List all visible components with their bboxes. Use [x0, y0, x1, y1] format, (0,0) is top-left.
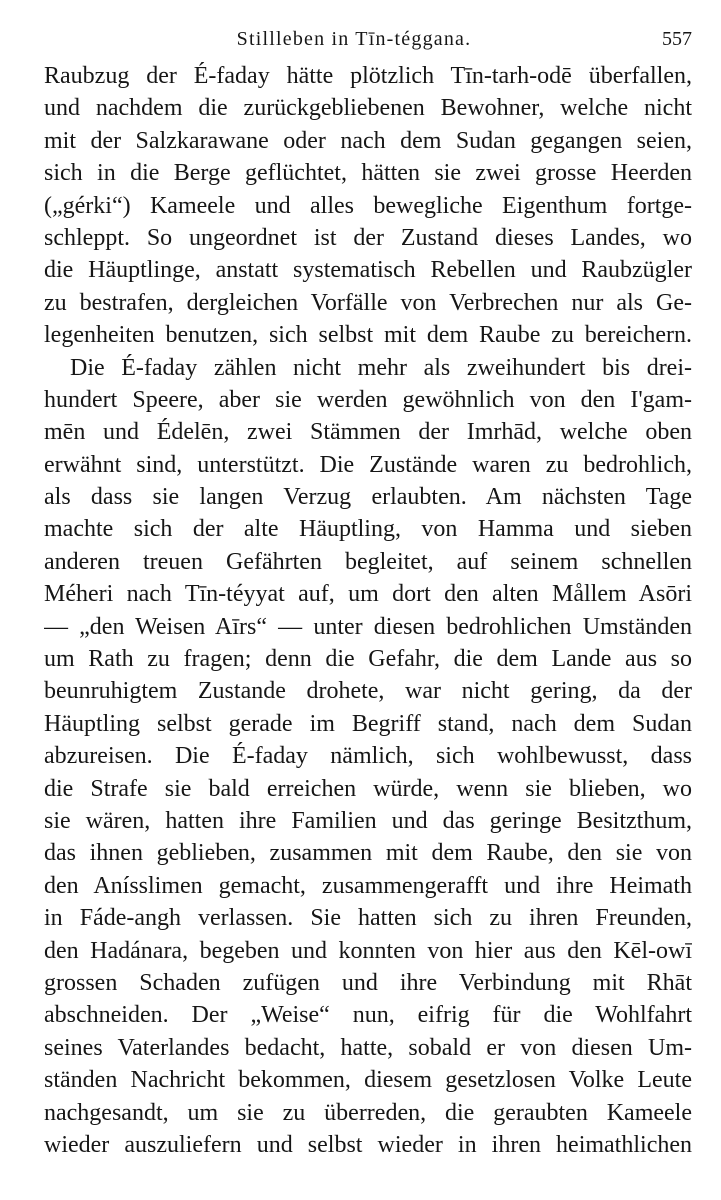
text-line: und nachdem die zurückgebliebenen Bewohner, welche nicht	[44, 95, 692, 122]
text-line: erwähnt sind, unterstützt. Die Zustände waren zu bedrohlich,	[44, 451, 692, 478]
text-line: schleppt. So ungeordnet ist der Zustand dieses Landes, wo	[44, 224, 692, 251]
text-line: beunruhigtem Zustande drohete, war nicht gering, da der	[44, 678, 692, 705]
text-line: seines Vaterlandes bedacht, hatte, sobald er von diesen Um-	[44, 1034, 692, 1061]
text-line: sich in die Berge geflüchtet, hätten sie zwei grosse Heerden	[44, 160, 692, 187]
text-line: um Rath zu fragen; denn die Gefahr, die dem Lande aus so	[44, 646, 692, 673]
text-line: wieder auszuliefern und selbst wieder in ihren heimathlichen	[44, 1131, 692, 1158]
text-line: die Häuptlinge, anstatt systematisch Rebellen und Raubzügler	[44, 257, 692, 284]
text-line: mēn und Édelēn, zwei Stämmen der Imrhād, welche oben	[44, 419, 692, 446]
text-line: Häuptling selbst gerade im Begriff stand, nach dem Sudan	[44, 710, 692, 737]
text-line: — „den Weisen Aīrs“ — unter diesen bedrohlichen Umständen	[44, 613, 692, 640]
text-line: Raubzug der É-faday hätte plötzlich Tīn-tarh-odē überfallen,	[44, 63, 692, 89]
text-line: hundert Speere, aber sie werden gewöhnlich von den I'gam-	[44, 386, 692, 413]
text-line: legenheiten benutzen, sich selbst mit dem Raube zu bereichern.	[44, 322, 692, 349]
text-line: zu bestrafen, dergleichen Vorfälle von Verbrechen nur als Ge-	[44, 289, 692, 316]
text-line: den Anísslimen gemacht, zusammengerafft und ihre Heimath	[44, 872, 692, 899]
running-head	[44, 24, 692, 54]
text-line: Méheri nach Tīn-téyyat auf, um dort den alten Mållem Asōri	[44, 581, 692, 608]
text-line: machte sich der alte Häuptling, von Hamma und sieben	[44, 516, 692, 543]
text-line: den Hadánara, begeben und konnten von hier aus den Kēl-owī	[44, 937, 692, 964]
body-text	[44, 60, 692, 1161]
text-line: nachgesandt, um sie zu überreden, die geraubten Kameele	[44, 1099, 692, 1126]
page-number: 557	[662, 28, 692, 50]
text-line: abschneiden. Der „Weise“ nun, eifrig für die Wohlfahrt	[44, 1002, 692, 1029]
text-line: („gérki“) Kameele und alles bewegliche Eigenthum fortge-	[44, 192, 692, 219]
text-line: Die É-faday zählen nicht mehr als zweihundert bis drei-	[70, 354, 692, 381]
text-line: anderen treuen Gefährten begleitet, auf seinem schnellen	[44, 548, 692, 575]
text-line: mit der Salzkarawane oder nach dem Sudan gegangen seien,	[44, 127, 692, 154]
text-line: das ihnen geblieben, zusammen mit dem Raube, den sie von	[44, 840, 692, 867]
text-line: als dass sie langen Verzug erlaubten. Am nächsten Tage	[44, 484, 692, 511]
text-line: in Fáde-angh verlassen. Sie hatten sich zu ihren Freunden,	[44, 905, 692, 932]
text-line: die Strafe sie bald erreichen würde, wenn sie blieben, wo	[44, 775, 692, 802]
text-line: ständen Nachricht bekommen, diesem gesetzlosen Volke Leute	[44, 1067, 692, 1094]
running-title: Stillleben in Tīn-téggana.	[236, 28, 472, 50]
text-line: grossen Schaden zufügen und ihre Verbindung mit Rhāt	[44, 969, 692, 996]
text-line: sie wären, hatten ihre Familien und das geringe Besitzthum,	[44, 807, 692, 834]
text-line: abzureisen. Die É-faday nämlich, sich wohlbewusst, dass	[44, 743, 692, 770]
